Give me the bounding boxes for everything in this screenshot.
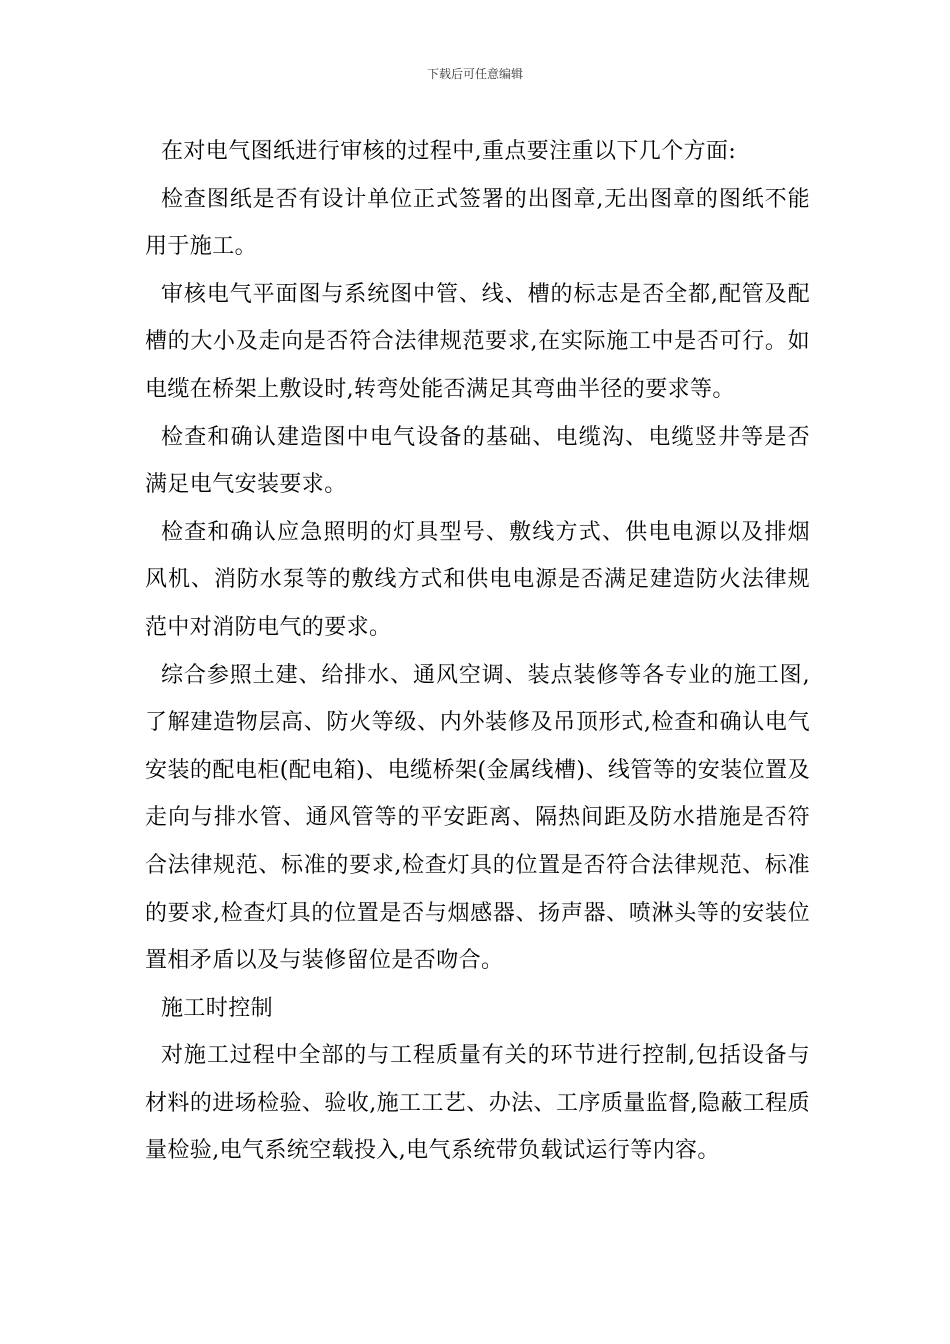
paragraph-process-control: 对施工过程中全部的与工程质量有关的环节进行控制,包括设备与材料的进场检验、验收,施工工艺、办法、工序质量监督,隐蔽工程质量检验,电气系统空载投入,电气系统带负载试运行等内容。 xyxy=(145,1043,810,1164)
paragraph-plan-review: 审核电气平面图与系统图中管、线、槽的标志是否全都,配管及配槽的大小及走向是否符合法律规范要求,在实际施工中是否可行。如电缆在桥架上敷设时,转弯处能否满足其弯曲半径的要求等。 xyxy=(145,281,810,402)
paragraph-drawing-seal: 检查图纸是否有设计单位正式签署的出图章,无出图章的图纸不能用于施工。 xyxy=(145,186,810,260)
paragraph-intro: 在对电气图纸进行审核的过程中,重点要注重以下几个方面: xyxy=(161,139,737,164)
document-body xyxy=(145,128,810,1175)
paragraph-emergency-lighting: 检查和确认应急照明的灯具型号、敷线方式、供电电源以及排烟风机、消防水泵等的敷线方式和供电电源是否满足建造防火法律规范中对消防电气的要求。 xyxy=(145,519,810,640)
paragraph-foundation-check: 检查和确认建造图中电气设备的基础、电缆沟、电缆竖井等是否满足电气安装要求。 xyxy=(145,424,810,498)
page-header-note: 下载后可任意编辑 xyxy=(426,67,523,81)
section-heading-construction-control: 施工时控制 xyxy=(161,995,274,1021)
paragraph-coordination: 综合参照土建、给排水、通风空调、装点装修等各专业的施工图,了解建造物层高、防火等级、内外装修及吊顶形式,检查和确认电气安装的配电柜(配电箱)、电缆桥架(金属线槽)、线管等的安装位置及走向与排水管、通风管等的平安距离、隔热间距及防水措施是否符合法律规范、标准的要求,检查灯具的位置是否符合法律规范、标准的要求,检查灯具的位置是否与烟感器、扬声器、喷淋头等的安装位置相矛盾以及与装修留位是否吻合。 xyxy=(145,662,810,974)
